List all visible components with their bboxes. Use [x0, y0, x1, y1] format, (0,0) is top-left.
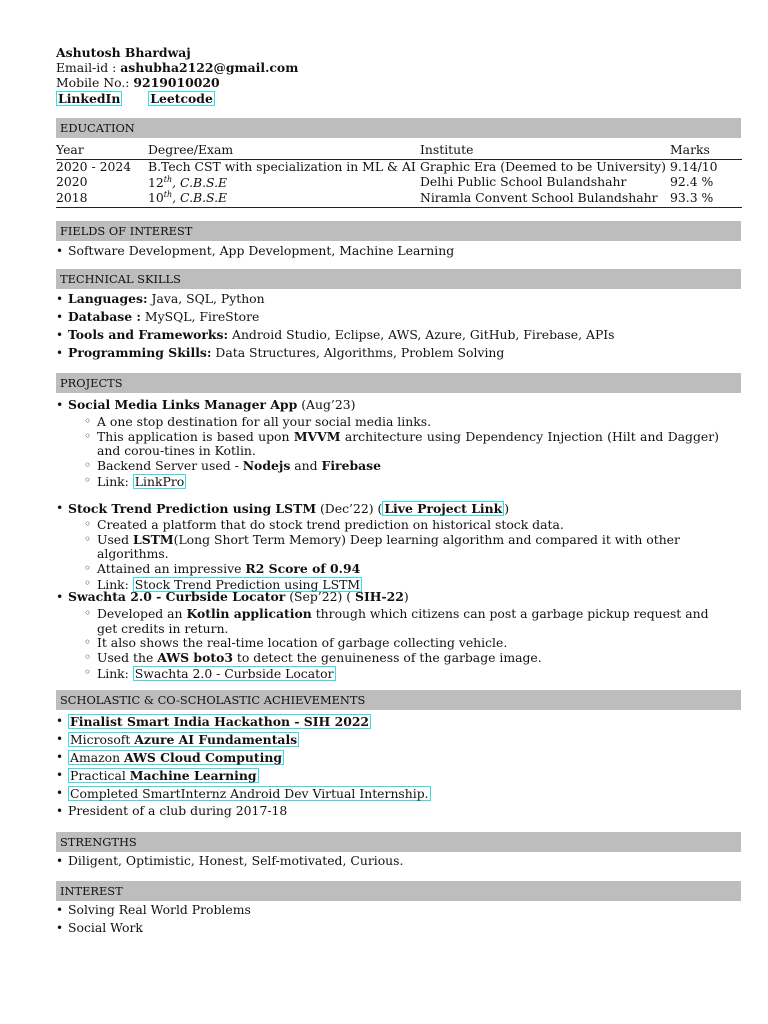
project-title: Swachta 2.0 - Curbside Locator	[68, 589, 286, 604]
project-tag: SIH-22	[355, 589, 404, 604]
project-title-line	[56, 398, 746, 415]
list-item: ◦ It also shows the real-time location of garbage collecting vehicle.	[84, 636, 746, 651]
linkedin-link[interactable]: LinkedIn	[58, 91, 121, 106]
achievement-sih-link[interactable]	[68, 714, 371, 729]
list-item	[56, 310, 746, 328]
text: architecture using Dependency Injection (Hilt and Dagger) and corou-tines in Kotlin.	[97, 428, 719, 459]
list-item	[84, 666, 746, 682]
degree-sup: th	[163, 174, 173, 184]
achievement-ml-link[interactable]	[68, 768, 259, 783]
stock-trend-link[interactable]: Stock Trend Prediction using LSTM	[134, 576, 361, 592]
skills-list	[56, 292, 746, 364]
list-item	[56, 328, 746, 346]
resume-header	[56, 46, 298, 106]
degree-num: 10	[148, 190, 164, 206]
list-item	[56, 750, 746, 768]
linkpro-link[interactable]: LinkPro	[134, 473, 185, 489]
section-projects: PROJECTS	[56, 373, 741, 393]
list-item	[84, 533, 746, 562]
link-label: Link:	[97, 473, 133, 489]
project-title-line	[56, 501, 746, 518]
mobile-number: 9219010020	[133, 75, 220, 90]
list-item: • Social Work	[56, 921, 746, 939]
degree-num: 12	[148, 174, 164, 190]
degree-board: , C.B.S.E	[172, 174, 228, 190]
project-title-line	[56, 590, 746, 607]
skill-label: Database :	[68, 309, 141, 324]
text: President of a club during 2017-18	[68, 803, 288, 818]
list-item: ◦ A one stop destination for all your social media links.	[84, 415, 746, 430]
skill-value: Java, SQL, Python	[147, 291, 265, 306]
text: This application is based upon	[97, 428, 294, 444]
skill-label: Programming Skills:	[68, 345, 212, 360]
list-item: • Solving Real World Problems	[56, 903, 746, 921]
text: through which citizens can post a garbage pickup request and get credits in return.	[97, 606, 709, 636]
list-item	[84, 607, 719, 636]
list-item	[56, 732, 746, 750]
text: Developed an	[97, 606, 187, 621]
leetcode-link[interactable]: Leetcode	[150, 91, 213, 106]
fields-list	[56, 244, 746, 262]
email-link[interactable]: ashubha2122@gmail.com	[120, 60, 299, 75]
text: to detect the genuineness of the garbage image.	[232, 649, 542, 665]
list-item	[56, 804, 746, 822]
skill-value: Android Studio, Eclipse, AWS, Azure, GitHub, Firebase, APIs	[228, 327, 615, 342]
text-bold: LSTM	[133, 531, 174, 547]
text-bold: Nodejs	[242, 457, 291, 473]
text: Completed SmartInternz Android Dev Virtual Internship.	[70, 786, 429, 801]
section-technical-skills: TECHNICAL SKILLS	[56, 269, 741, 289]
table-header: Year	[56, 142, 148, 159]
skill-label: Languages:	[68, 291, 148, 306]
skill-value: MySQL, FireStore	[140, 309, 260, 324]
list-item	[84, 430, 719, 459]
strengths-list	[56, 854, 746, 872]
skill-value: Data Structures, Algorithms, Problem Solving	[211, 345, 505, 360]
text: Amazon	[70, 750, 124, 765]
achievements-list	[56, 714, 746, 822]
edu-degree	[148, 190, 420, 207]
text: Practical	[70, 768, 130, 783]
table-row	[56, 159, 742, 175]
text: Attained an impressive	[97, 560, 246, 576]
candidate-name: Ashutosh Bhardwaj	[56, 45, 191, 60]
text: Used the	[97, 649, 158, 665]
project-date: (Dec’22) (	[316, 501, 383, 516]
interest-list	[56, 903, 746, 939]
edu-institute: Niramla Convent School Bulandshahr	[420, 190, 670, 207]
list-item	[84, 459, 746, 474]
live-project-link[interactable]: Live Project Link	[384, 501, 503, 516]
list-item: • Diligent, Optimistic, Honest, Self-motivated, Curious.	[56, 854, 746, 872]
swachta-link[interactable]: Swachta 2.0 - Curbside Locator	[134, 665, 334, 681]
table-row	[56, 175, 742, 191]
project-title: Social Media Links Manager App	[68, 397, 298, 412]
edu-marks: 93.3 %	[670, 190, 742, 207]
table-row	[56, 190, 742, 207]
list-item	[56, 292, 746, 310]
degree-board: , C.B.S.E	[172, 190, 228, 206]
email-label: Email-id :	[56, 60, 121, 75]
project-swachta	[56, 590, 746, 681]
skill-label: Tools and Frameworks:	[68, 327, 229, 342]
edu-year: 2020 - 2024	[56, 158, 132, 174]
edu-year: 2018	[56, 190, 148, 207]
list-item: ◦ Created a platform that do stock trend prediction on historical stock data.	[84, 518, 746, 533]
degree-sup: th	[163, 190, 173, 200]
edu-marks: 92.4 %	[670, 174, 714, 190]
achievement-internship-link[interactable]	[68, 786, 431, 801]
mobile-line	[56, 76, 298, 91]
text: Used	[97, 531, 134, 547]
list-item	[56, 786, 746, 804]
section-interest: INTEREST	[56, 881, 741, 901]
text: Backend Server used -	[97, 457, 243, 473]
project-bullets	[56, 415, 746, 489]
section-achievements: SCHOLASTIC & CO-SCHOLASTIC ACHIEVEMENTS	[56, 690, 741, 710]
text: )	[504, 501, 510, 516]
list-item: • Software Development, App Development, Machine Learning	[56, 244, 746, 262]
achievement-azure-link[interactable]	[68, 732, 299, 747]
table-header: Degree/Exam	[148, 142, 420, 159]
link-label: Link:	[97, 576, 133, 592]
text: and	[290, 457, 322, 473]
text-bold: AWS Cloud Computing	[124, 750, 283, 765]
profile-links	[56, 91, 298, 106]
mobile-label: Mobile No.:	[56, 75, 134, 90]
text: )	[403, 589, 409, 604]
project-title: Stock Trend Prediction using LSTM	[68, 501, 317, 516]
text-bold: Firebase	[321, 457, 381, 473]
email-line	[56, 61, 298, 76]
text-bold: Kotlin application	[186, 606, 312, 621]
project-date: (Aug’23)	[297, 397, 356, 412]
project-bullets	[56, 607, 746, 681]
link-label: Link:	[97, 665, 133, 681]
text-bold: R2 Score of 0.94	[245, 560, 361, 576]
edu-degree	[148, 175, 420, 191]
section-fields-of-interest: FIELDS OF INTEREST	[56, 221, 741, 241]
list-item	[84, 562, 746, 577]
project-bullets	[56, 518, 746, 592]
section-strengths: STRENGTHS	[56, 832, 741, 852]
edu-marks: 9.14/10	[670, 158, 718, 174]
text-bold: Finalist Smart India Hackathon - SIH 2022	[70, 714, 370, 729]
list-item	[56, 768, 746, 786]
edu-institute: Delhi Public School Bulandshahr	[420, 174, 627, 190]
text-bold: AWS boto3	[157, 649, 233, 665]
edu-year: 2020	[56, 174, 88, 190]
project-stock-trend	[56, 501, 746, 592]
achievement-aws-link[interactable]	[68, 750, 284, 765]
table-header: Marks	[670, 142, 742, 159]
section-education: EDUCATION	[56, 118, 741, 138]
text-bold: MVVM	[293, 428, 341, 444]
text-bold: Azure AI Fundamentals	[134, 732, 298, 747]
text: Microsoft	[70, 732, 135, 747]
education-table	[56, 142, 742, 208]
edu-degree: B.Tech CST with specialization in ML & AI	[148, 158, 416, 174]
list-item	[56, 346, 746, 364]
edu-institute: Graphic Era (Deemed to be University)	[420, 158, 666, 174]
project-date: (Sep’22) (	[285, 589, 356, 604]
table-header: Institute	[420, 142, 670, 159]
text-bold: Machine Learning	[129, 768, 257, 783]
list-item	[84, 474, 746, 490]
project-social-media	[56, 398, 746, 489]
text: (Long Short Term Memory) Deep learning algorithm and compared it with other algorithms.	[97, 531, 680, 562]
list-item	[84, 651, 746, 666]
list-item	[56, 714, 746, 732]
